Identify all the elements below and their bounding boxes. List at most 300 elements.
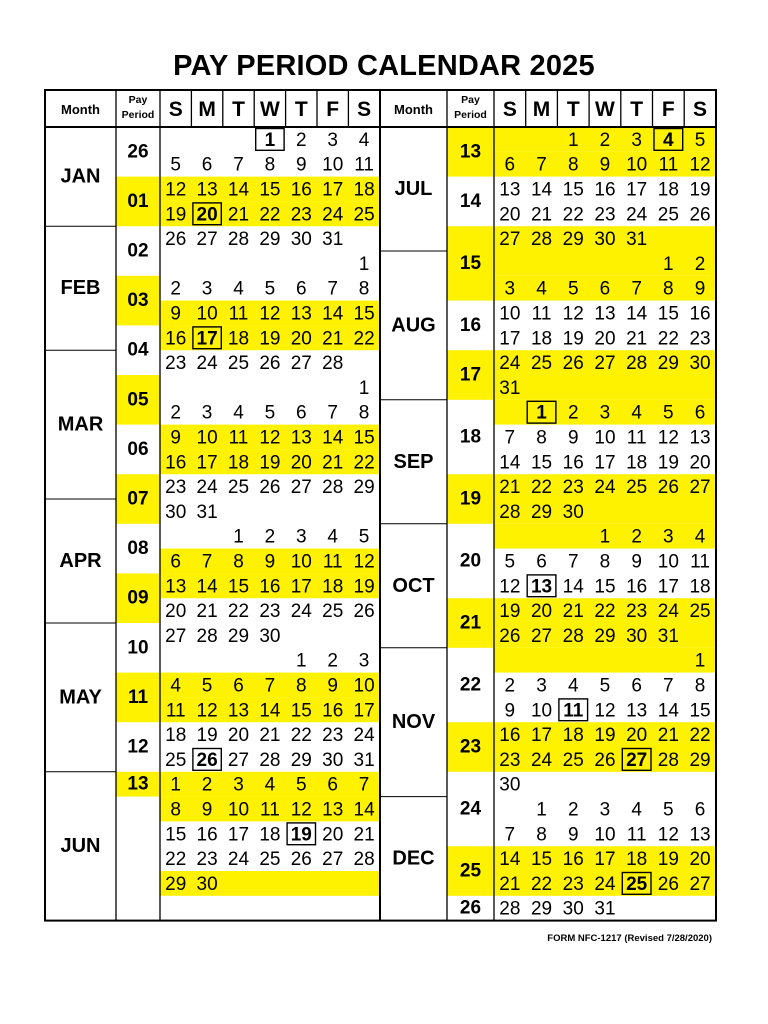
day-number: 9 — [631, 551, 642, 573]
day-number: 29 — [165, 873, 187, 895]
day-number: 24 — [227, 849, 250, 871]
day-number: 18 — [227, 328, 250, 350]
day-number: 27 — [689, 477, 711, 499]
pay-period-number: 26 — [127, 141, 149, 163]
day-number: 30 — [562, 501, 584, 523]
day-number: 1 — [599, 526, 611, 548]
day-number: 31 — [196, 501, 218, 523]
month-label: JUN — [60, 835, 101, 858]
day-number: 14 — [353, 799, 375, 821]
pay-period-number: 15 — [459, 252, 482, 274]
day-number: 14 — [657, 700, 679, 722]
day-number: 31 — [499, 377, 521, 399]
day-number: 29 — [657, 353, 679, 375]
day-number: 10 — [196, 303, 218, 325]
day-number: 20 — [689, 452, 711, 474]
weekday-header: M — [198, 98, 216, 121]
pay-period-number: 18 — [459, 426, 482, 448]
day-number: 7 — [631, 278, 642, 300]
day-number: 27 — [499, 229, 521, 251]
day-number: 11 — [260, 799, 280, 821]
day-number: 16 — [290, 179, 312, 201]
day-number: 15 — [530, 452, 553, 474]
day-number: 27 — [689, 873, 711, 895]
day-number: 14 — [322, 303, 344, 325]
highlight-band — [494, 251, 716, 276]
day-number: 27 — [290, 477, 312, 499]
month-label: JAN — [60, 165, 101, 188]
day-number: 18 — [353, 179, 375, 201]
day-number: 6 — [536, 551, 547, 573]
day-number: 21 — [626, 328, 648, 350]
day-number: 22 — [562, 204, 584, 226]
day-number: 30 — [594, 229, 616, 251]
day-number: 5 — [170, 154, 181, 176]
day-number: 26 — [689, 204, 711, 226]
pay-period-header: Pay — [461, 94, 480, 106]
day-number: 7 — [536, 154, 547, 176]
day-number: 1 — [170, 774, 181, 796]
day-number: 27 — [196, 229, 218, 251]
pay-period-number: 26 — [459, 897, 482, 919]
day-number: 4 — [536, 278, 547, 300]
day-number: 10 — [657, 551, 679, 573]
day-number: 28 — [227, 229, 250, 251]
pay-period-number: 21 — [459, 612, 482, 634]
day-number: 27 — [530, 625, 553, 647]
highlight-band — [494, 375, 716, 400]
day-number: 7 — [504, 824, 516, 846]
day-number: 6 — [170, 551, 181, 573]
day-number: 22 — [594, 601, 616, 623]
day-number: 8 — [264, 154, 276, 176]
day-number: 14 — [259, 700, 281, 722]
day-number: 28 — [657, 749, 679, 771]
day-number: 29 — [290, 749, 312, 771]
day-number: 9 — [567, 427, 579, 449]
day-number: 13 — [530, 576, 553, 598]
day-number: 28 — [196, 625, 218, 647]
day-number: 13 — [196, 179, 218, 201]
day-number: 7 — [264, 675, 276, 697]
day-number: 31 — [353, 749, 375, 771]
day-number: 17 — [626, 179, 648, 201]
day-number: 1 — [663, 253, 674, 275]
weekday-header: F — [661, 98, 675, 121]
day-number: 20 — [626, 725, 648, 747]
day-number: 12 — [165, 179, 187, 201]
day-number: 29 — [530, 501, 553, 523]
day-number: 3 — [327, 129, 338, 151]
day-number: 27 — [626, 749, 648, 771]
day-number: 6 — [201, 154, 213, 176]
day-number: 27 — [165, 625, 187, 647]
day-number: 15 — [353, 427, 375, 449]
day-number: 11 — [322, 551, 343, 573]
day-number: 28 — [322, 353, 344, 375]
day-number: 8 — [694, 675, 706, 697]
day-number: 16 — [165, 328, 187, 350]
day-number: 19 — [689, 179, 711, 201]
pay-period-number: 13 — [127, 773, 149, 795]
day-number: 29 — [594, 625, 616, 647]
day-number: 4 — [264, 774, 276, 796]
day-number: 15 — [562, 179, 584, 201]
pay-period-header: Period — [121, 109, 155, 121]
day-number: 30 — [290, 229, 312, 251]
day-number: 29 — [689, 749, 711, 771]
day-number: 24 — [626, 204, 648, 226]
day-number: 10 — [322, 154, 344, 176]
day-number: 10 — [530, 700, 553, 722]
pay-period-number: 05 — [127, 389, 149, 411]
day-number: 12 — [290, 799, 312, 821]
day-number: 21 — [227, 204, 250, 226]
highlight-band — [494, 648, 716, 673]
day-number: 20 — [322, 824, 344, 846]
day-number: 3 — [201, 402, 213, 424]
day-number: 19 — [196, 725, 218, 747]
day-number: 7 — [327, 402, 338, 424]
day-number: 10 — [196, 427, 218, 449]
day-number: 7 — [567, 551, 579, 573]
month-header: Month — [394, 102, 433, 117]
day-number: 12 — [689, 154, 711, 176]
day-number: 28 — [322, 477, 344, 499]
day-number: 7 — [663, 675, 674, 697]
day-number: 8 — [663, 278, 674, 300]
pay-period-number: 08 — [127, 538, 149, 560]
day-number: 2 — [170, 278, 181, 300]
day-number: 2 — [631, 526, 642, 548]
day-number: 22 — [353, 328, 375, 350]
pay-period-number: 10 — [127, 637, 149, 659]
day-number: 4 — [694, 526, 706, 548]
day-number: 3 — [358, 650, 370, 672]
day-number: 29 — [562, 229, 584, 251]
day-number: 10 — [353, 675, 375, 697]
pay-period-number: 01 — [127, 190, 149, 212]
day-number: 15 — [353, 303, 375, 325]
day-number: 23 — [562, 477, 584, 499]
day-number: 2 — [201, 774, 213, 796]
day-number: 5 — [663, 402, 674, 424]
day-number: 11 — [531, 303, 552, 325]
page-title: PAY PERIOD CALENDAR 2025 — [173, 50, 595, 82]
day-number: 26 — [657, 873, 679, 895]
day-number: 4 — [663, 129, 674, 151]
day-number: 4 — [567, 675, 579, 697]
day-number: 6 — [694, 402, 706, 424]
day-number: 20 — [165, 601, 187, 623]
day-number: 13 — [689, 824, 711, 846]
day-number: 1 — [694, 650, 706, 672]
month-label: MAR — [57, 413, 104, 436]
day-number: 3 — [536, 675, 547, 697]
day-number: 9 — [599, 154, 611, 176]
month-label: FEB — [60, 277, 101, 300]
day-number: 1 — [264, 129, 276, 151]
day-number: 19 — [594, 725, 616, 747]
weekday-header: M — [532, 98, 551, 121]
day-number: 21 — [259, 725, 281, 747]
weekday-header: S — [502, 98, 517, 121]
day-number: 13 — [227, 700, 250, 722]
weekday-header: T — [566, 98, 580, 121]
day-number: 7 — [358, 774, 370, 796]
day-number: 16 — [196, 824, 218, 846]
day-number: 27 — [290, 353, 312, 375]
day-number: 11 — [658, 154, 679, 176]
highlight-band — [494, 499, 716, 524]
day-number: 1 — [567, 129, 579, 151]
day-number: 5 — [264, 278, 276, 300]
day-number: 3 — [631, 129, 642, 151]
day-number: 11 — [354, 154, 374, 176]
day-number: 25 — [259, 849, 281, 871]
day-number: 28 — [353, 849, 375, 871]
day-number: 26 — [353, 601, 375, 623]
day-number: 25 — [165, 749, 187, 771]
pay-period-number: 07 — [127, 488, 149, 510]
day-number: 28 — [530, 229, 553, 251]
day-number: 2 — [599, 129, 611, 151]
day-number: 7 — [233, 154, 244, 176]
day-number: 2 — [694, 253, 706, 275]
day-number: 15 — [290, 700, 312, 722]
pay-period-number: 20 — [459, 550, 482, 572]
day-number: 9 — [170, 303, 181, 325]
day-number: 29 — [227, 625, 250, 647]
day-number: 25 — [530, 353, 553, 375]
day-number: 3 — [504, 278, 516, 300]
day-number: 21 — [657, 725, 679, 747]
day-number: 12 — [499, 576, 521, 598]
day-number: 24 — [530, 749, 553, 771]
day-number: 24 — [290, 601, 312, 623]
day-number: 26 — [657, 477, 679, 499]
day-number: 26 — [594, 749, 616, 771]
day-number: 22 — [259, 204, 281, 226]
day-number: 1 — [296, 650, 307, 672]
day-number: 15 — [227, 576, 250, 598]
day-number: 10 — [290, 551, 312, 573]
day-number: 24 — [594, 873, 616, 895]
day-number: 23 — [165, 477, 187, 499]
pay-period-number: 12 — [127, 736, 149, 758]
day-number: 23 — [322, 725, 344, 747]
day-number: 27 — [594, 353, 616, 375]
day-number: 24 — [499, 353, 521, 375]
day-number: 15 — [689, 700, 711, 722]
day-number: 15 — [657, 303, 679, 325]
day-number: 26 — [165, 229, 187, 251]
day-number: 1 — [358, 377, 370, 399]
day-number: 30 — [196, 873, 218, 895]
day-number: 18 — [562, 725, 584, 747]
day-number: 16 — [626, 576, 648, 598]
day-number: 20 — [689, 849, 711, 871]
day-number: 5 — [201, 675, 213, 697]
day-number: 22 — [530, 873, 553, 895]
day-number: 5 — [694, 129, 706, 151]
day-number: 28 — [499, 898, 521, 920]
day-number: 19 — [562, 328, 584, 350]
day-number: 28 — [259, 749, 281, 771]
weekday-header: W — [595, 98, 615, 121]
day-number: 16 — [562, 452, 584, 474]
day-number: 20 — [227, 725, 250, 747]
day-number: 15 — [165, 824, 187, 846]
day-number: 1 — [536, 402, 547, 424]
day-number: 14 — [227, 179, 250, 201]
day-number: 14 — [499, 849, 521, 871]
day-number: 13 — [290, 427, 312, 449]
day-number: 21 — [322, 452, 344, 474]
day-number: 13 — [290, 303, 312, 325]
day-number: 17 — [530, 725, 553, 747]
day-number: 19 — [353, 576, 375, 598]
day-number: 8 — [296, 675, 307, 697]
day-number: 6 — [631, 675, 642, 697]
pay-period-number: 13 — [459, 141, 482, 163]
day-number: 9 — [201, 799, 213, 821]
day-number: 2 — [504, 675, 516, 697]
pay-period-number: 19 — [459, 488, 482, 510]
day-number: 22 — [689, 725, 711, 747]
day-number: 23 — [196, 849, 218, 871]
day-number: 3 — [201, 278, 213, 300]
day-number: 9 — [327, 675, 338, 697]
pay-period-number: 02 — [127, 240, 149, 262]
day-number: 17 — [499, 328, 521, 350]
pay-period-number: 25 — [459, 860, 482, 882]
day-number: 31 — [594, 898, 616, 920]
day-number: 17 — [196, 452, 218, 474]
day-number: 22 — [290, 725, 312, 747]
day-number: 5 — [358, 526, 370, 548]
day-number: 19 — [657, 849, 679, 871]
day-number: 25 — [227, 477, 250, 499]
day-number: 21 — [322, 328, 344, 350]
day-number: 4 — [170, 675, 181, 697]
day-number: 11 — [626, 824, 647, 846]
weekday-header: S — [693, 98, 708, 121]
day-number: 4 — [233, 402, 244, 424]
day-number: 18 — [227, 452, 250, 474]
day-number: 25 — [562, 749, 584, 771]
day-number: 11 — [626, 427, 647, 449]
day-number: 3 — [663, 526, 674, 548]
day-number: 4 — [358, 129, 370, 151]
day-number: 30 — [689, 353, 711, 375]
day-number: 14 — [322, 427, 344, 449]
day-number: 30 — [165, 501, 187, 523]
day-number: 26 — [196, 749, 218, 771]
day-number: 16 — [165, 452, 187, 474]
day-number: 6 — [504, 154, 516, 176]
month-label: OCT — [392, 574, 435, 597]
day-number: 8 — [170, 799, 181, 821]
day-number: 3 — [599, 799, 611, 821]
day-number: 19 — [499, 601, 521, 623]
day-number: 5 — [567, 278, 579, 300]
day-number: 19 — [657, 452, 679, 474]
day-number: 9 — [264, 551, 276, 573]
day-number: 6 — [327, 774, 338, 796]
day-number: 23 — [689, 328, 711, 350]
day-number: 15 — [259, 179, 281, 201]
day-number: 14 — [499, 452, 521, 474]
day-number: 11 — [690, 551, 710, 573]
day-number: 20 — [290, 452, 312, 474]
day-number: 18 — [657, 179, 679, 201]
day-number: 24 — [322, 204, 344, 226]
weekday-header: T — [232, 98, 245, 121]
day-number: 17 — [227, 824, 250, 846]
day-number: 8 — [599, 551, 611, 573]
day-number: 6 — [694, 799, 706, 821]
day-number: 18 — [165, 725, 187, 747]
day-number: 12 — [196, 700, 218, 722]
day-number: 17 — [196, 328, 218, 350]
day-number: 6 — [599, 278, 611, 300]
month-label: MAY — [59, 686, 102, 709]
day-number: 15 — [530, 849, 553, 871]
day-number: 7 — [201, 551, 213, 573]
weekday-header: W — [259, 98, 280, 121]
day-number: 27 — [322, 849, 344, 871]
day-number: 23 — [259, 601, 281, 623]
pay-period-number: 22 — [459, 674, 482, 696]
pay-period-number: 17 — [459, 364, 482, 386]
day-number: 4 — [233, 278, 244, 300]
day-number: 11 — [563, 700, 584, 722]
day-number: 18 — [626, 849, 648, 871]
day-number: 26 — [499, 625, 521, 647]
day-number: 8 — [536, 824, 547, 846]
pay-period-number: 16 — [459, 314, 482, 336]
day-number: 13 — [322, 799, 344, 821]
day-number: 21 — [530, 204, 553, 226]
day-number: 23 — [290, 204, 312, 226]
day-number: 25 — [689, 601, 711, 623]
day-number: 19 — [290, 824, 312, 846]
day-number: 19 — [259, 328, 281, 350]
day-number: 6 — [296, 278, 307, 300]
day-number: 2 — [567, 799, 579, 821]
day-number: 25 — [626, 873, 648, 895]
day-number: 20 — [196, 204, 218, 226]
month-label: SEP — [393, 450, 434, 473]
day-number: 17 — [657, 576, 679, 598]
day-number: 22 — [353, 452, 375, 474]
day-number: 27 — [227, 749, 250, 771]
day-number: 13 — [165, 576, 187, 598]
day-number: 10 — [499, 303, 521, 325]
day-number: 20 — [499, 204, 521, 226]
day-number: 3 — [233, 774, 244, 796]
day-number: 16 — [499, 725, 521, 747]
day-number: 14 — [562, 576, 584, 598]
day-number: 19 — [259, 452, 281, 474]
day-number: 29 — [353, 477, 375, 499]
day-number: 16 — [689, 303, 711, 325]
weekday-header: T — [294, 98, 308, 121]
day-number: 25 — [626, 477, 648, 499]
day-number: 23 — [594, 204, 616, 226]
day-number: 30 — [259, 625, 281, 647]
